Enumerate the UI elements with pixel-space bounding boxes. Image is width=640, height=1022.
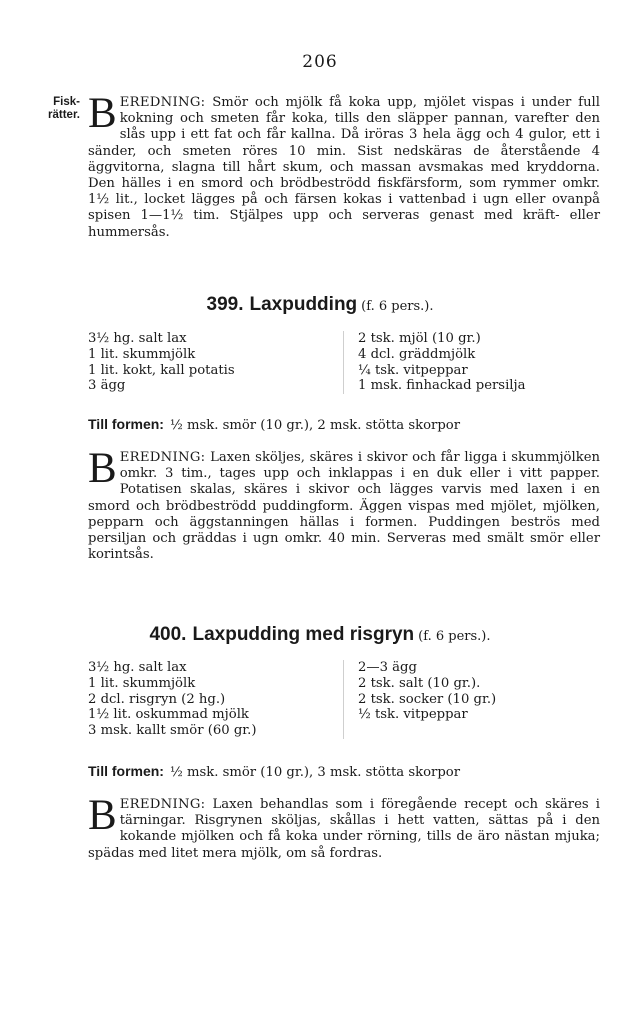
paragraph-lead: EREDNING: [119, 797, 206, 812]
prep-paragraph-400 [88, 792, 600, 862]
prep-paragraph-399 [88, 445, 600, 563]
ingredient-item: 1 msk. finhackad persilja [358, 378, 526, 394]
dropcap: B [88, 445, 117, 492]
ingredient-item: 1 lit. skummjölk [88, 346, 196, 362]
recipe-name: Laxpudding [249, 294, 358, 315]
recipe-number: 399. [206, 294, 244, 315]
recipe-title-400 [0, 624, 640, 646]
ingredients-right [343, 331, 525, 394]
paragraph-lead: EREDNING: [119, 95, 206, 110]
formen-label: Till formen: [88, 763, 164, 779]
ingredient-item: 1 lit. kokt, kall potatis [88, 362, 235, 378]
ingredients-right [343, 660, 496, 739]
ingredient-item: 3½ hg. salt lax [88, 331, 187, 346]
ingredient-item: 1½ lit. oskummad mjölk [88, 707, 249, 723]
dropcap: B [88, 90, 117, 137]
formen-label: Till formen: [88, 416, 164, 432]
ingredient-item: 3 msk. kallt smör (60 gr.) [88, 723, 257, 739]
intro-paragraph [88, 90, 600, 241]
recipe-number: 400. [149, 624, 187, 645]
ingredient-item: 2—3 ägg [358, 660, 417, 675]
ingredient-item: 3 ägg [88, 378, 126, 394]
recipe-name: Laxpudding med risgryn [192, 624, 415, 645]
ingredient-item: 2 dcl. risgryn (2 hg.) [88, 691, 226, 707]
recipe-servings: (f. 6 pers.). [418, 629, 491, 644]
ingredients-399 [88, 331, 600, 394]
paragraph-lead: EREDNING: [119, 450, 206, 465]
paragraph-text: Laxen behandlas som i föregående recept och skäres i tärningar. Risgrynen sköljas, skållas i hett vatten, sättas på i den kokande mjölken och få koka under rörning, tills de äro nästan mjuka; spädas med litet mera mjölk, om så fordras. [88, 797, 600, 861]
ingredients-400 [88, 660, 600, 739]
formen-text: ½ msk. smör (10 gr.), 3 msk. stötta skorpor [169, 765, 461, 780]
paragraph-text: Smör och mjölk få koka upp, mjölet vispas i under full kokning och smeten får koka, tills den släpper pannan, varefter den slås upp i ett fat och får kallna. Då iröras 3 hela ägg och 4 gulor, ett i sänder, och smeten röres 10 min. Sist nedskäras de återstående 4 äggvitorna, slagna till hårt skum, och massan avsmakas med kryddorna. Den hälles i en smord och brödbeströdd fiskfärsform, som rymmer omkr. 1½ lit., locket lägges på och färsen kokas i vattenbad i ugn eller ovanpå spisen 1—1½ tim. Stjälpes upp och serveras genast med kräft- eller hummersås. [88, 95, 600, 240]
recipe-servings: (f. 6 pers.). [361, 299, 434, 314]
formen-line-399 [88, 416, 608, 433]
page-number: 206 [302, 52, 338, 72]
ingredient-item: 2 tsk. socker (10 gr.) [358, 691, 497, 707]
ingredient-item: 2 tsk. salt (10 gr.). [358, 675, 481, 691]
recipe-title-399 [0, 294, 640, 316]
ingredient-item: 1 lit. skummjölk [88, 675, 196, 691]
ingredients-left [88, 660, 343, 739]
paragraph-text: Laxen sköljes, skäres i skivor och får ligga i skummjölken omkr. 3 tim., tages upp och inklappas i en duk eller i vitt papper. Potatisen skalas, skäres i skivor och lägges varvis med laxen i en smord och brödbeströdd puddingform. Äggen vispas med mjölet, mjölken, pepparn och äggstanningen hällas i formen. Puddingen beströs med persiljan och gräddas i ugn omkr. 40 min. Serveras med smält smör eller korintsås. [88, 450, 600, 563]
ingredient-item: 2 tsk. mjöl (10 gr.) [358, 331, 481, 346]
ingredient-item: ½ tsk. vitpeppar [358, 707, 468, 723]
dropcap: B [88, 792, 117, 839]
formen-text: ½ msk. smör (10 gr.), 2 msk. stötta skorpor [169, 418, 461, 433]
ingredients-left [88, 331, 343, 394]
margin-note: Fisk- rätter. [48, 96, 80, 121]
ingredient-item: ¼ tsk. vitpeppar [358, 362, 468, 378]
ingredient-item: 3½ hg. salt lax [88, 660, 187, 675]
formen-line-400 [88, 763, 608, 780]
ingredient-item: 4 dcl. gräddmjölk [358, 346, 476, 362]
